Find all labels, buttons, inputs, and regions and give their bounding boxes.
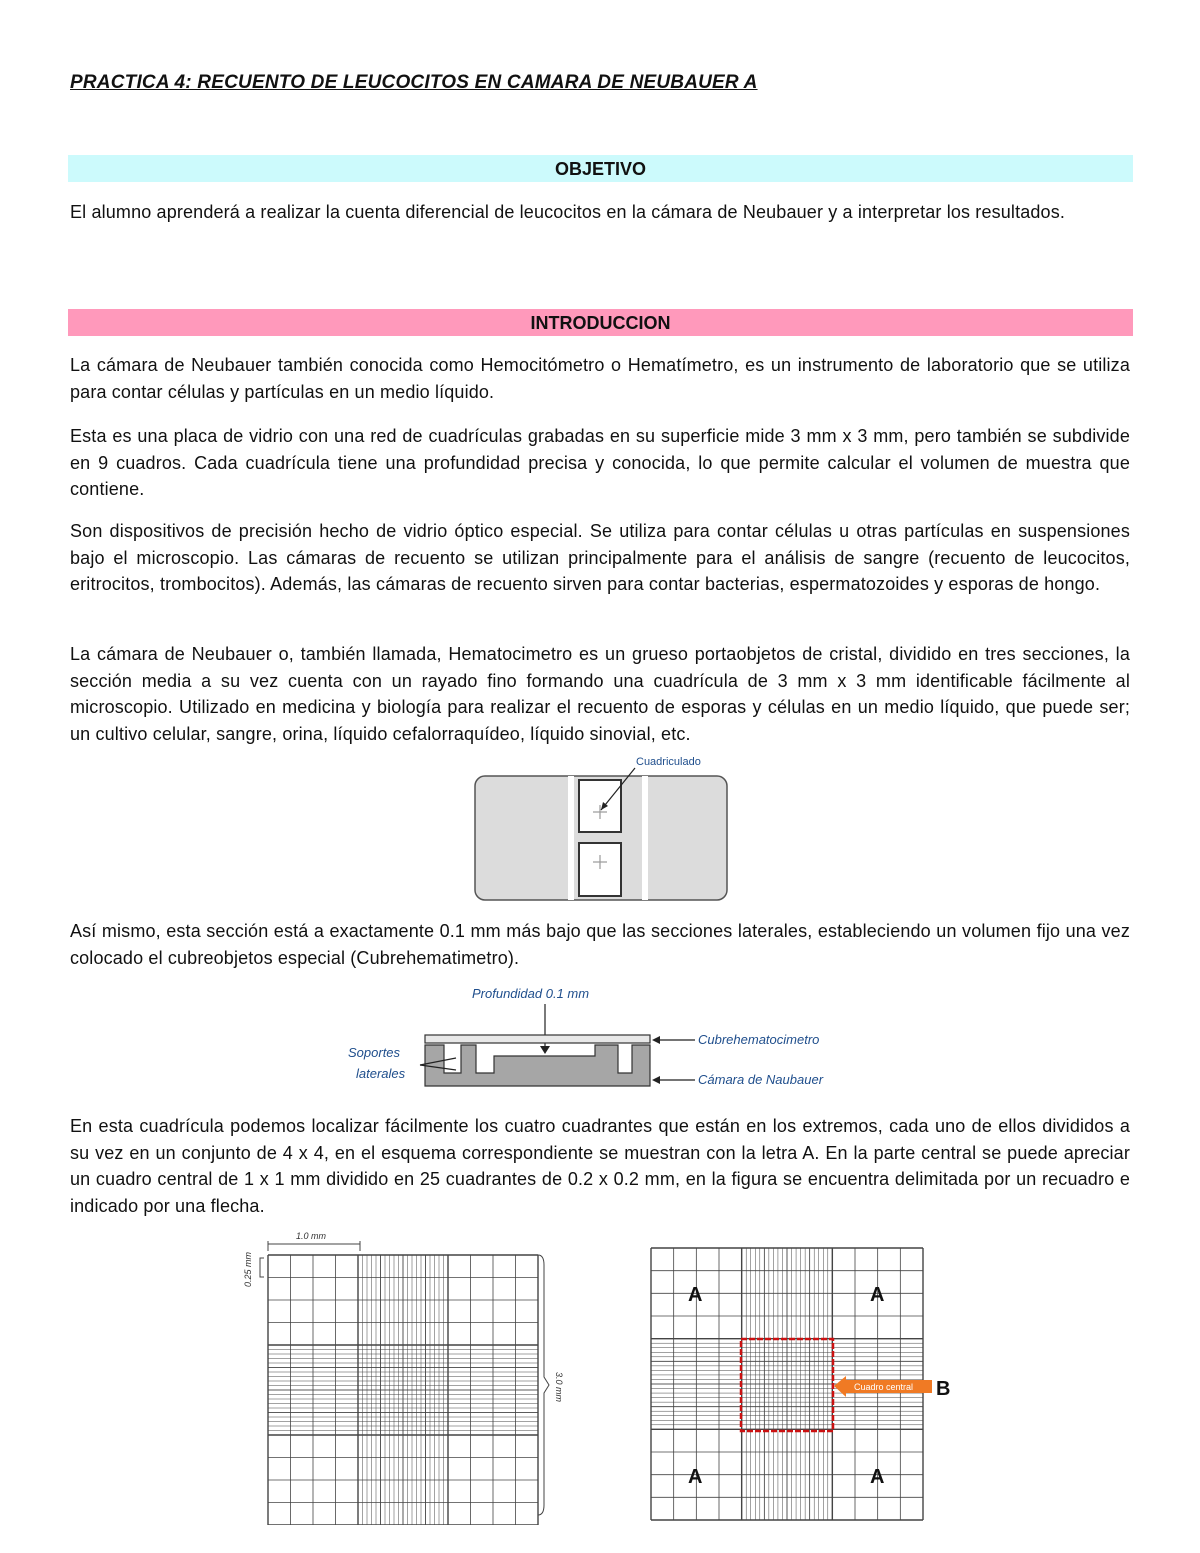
corner-label-bottom-right: A xyxy=(870,1466,885,1488)
objetivo-text: El alumno aprenderá a realizar la cuenta diferencial de leucocitos en la cámara de Neubauer y a interpretar los resultados. xyxy=(70,202,1066,222)
depth-label: Profundidad 0.1 mm xyxy=(472,986,590,1001)
intro-paragraph-4: La cámara de Neubauer o, también llamada, Hematocimetro es un grueso portaobjetos de cristal, dividido en tres secciones, la sección media a su vez cuenta con un rayado fino formando una cuadrícula de 3 mm x 3 mm identificable fácilmente al microscopio. Utilizado en medicina y biología para realizar el recuento de esporas y células en un medio líquido, que puede ser; un cultivo celular, sangre, orina, líquido cefalorraquídeo, líquido sinovial, etc. xyxy=(70,644,1130,744)
objetivo-heading: OBJETIVO xyxy=(68,155,1133,182)
neubauer-grid-figure xyxy=(238,1225,568,1525)
supports-label-1: Soportes xyxy=(348,1045,401,1060)
intro-paragraph-1: La cámara de Neubauer también conocida como Hemocitómetro o Hematímetro, es un instrumento de laboratorio que se utiliza para contar células y partículas en un medio líquido. xyxy=(70,355,1130,402)
cover-label: Cubrehematocimetro xyxy=(698,1032,820,1047)
page-title: PRACTICA 4: RECUENTO DE LEUCOCITOS EN CAMARA DE NEUBAUER A xyxy=(70,72,758,93)
central-square-letter: B xyxy=(936,1378,951,1400)
intro-paragraph-2: Esta es una placa de vidrio con una red de cuadrículas grabadas en su superficie mide 3 mm x 3 mm, pero también se subdivide en 9 cuadros. Cada cuadrícula tiene una profundidad precisa y conocida, lo que permite calcular el volumen de muestra que contiene. xyxy=(70,426,1130,499)
central-square-label: Cuadro central xyxy=(854,1382,914,1392)
grid-top-label: 1.0 mm xyxy=(296,1231,327,1241)
neubauer-slide-figure xyxy=(470,752,732,904)
intro-paragraph-3: Son dispositivos de precisión hecho de vidrio óptico especial. Se utiliza para contar células u otras partículas en suspensiones bajo el microscopio. Las cámaras de recuento se utilizan principalmente para el análisis de sangre (recuento de leucocitos, eritrocitos, trombocitos). Además, las cámaras de recuento sirven para contar bacterias, espermatozoides y esporas de hongo. xyxy=(70,521,1130,594)
grid-lines xyxy=(268,1255,538,1525)
cuadriculado-label: Cuadriculado xyxy=(636,756,701,768)
corner-label-bottom-left: A xyxy=(688,1466,703,1488)
cross-section-figure xyxy=(340,982,880,1094)
chamber-label: Cámara de Naubauer xyxy=(698,1072,824,1087)
supports-label-2: laterales xyxy=(356,1066,406,1081)
introduccion-heading: INTRODUCCION xyxy=(68,309,1133,336)
intro-paragraph-6: En esta cuadrícula podemos localizar fácilmente los cuatro cuadrantes que están en los extremos, cada uno de ellos divididos a su vez en un conjunto de 4 x 4, en el esquema correspondiente se muestran con la letra A. En la parte central se puede apreciar un cuadro central de 1 x 1 mm dividido en 25 cuadrantes de 0.2 x 0.2 mm, en la figura se encuentra delimitada por un recuadro e indicado por una flecha. xyxy=(70,1116,1130,1216)
corner-label-top-right: A xyxy=(870,1284,885,1306)
intro-paragraph-5: Así mismo, esta sección está a exactamente 0.1 mm más bajo que las secciones laterales, estableciendo un volumen fijo una vez colocado el cubreobjetos especial (Cubrehematimetro). xyxy=(70,921,1130,968)
corner-label-top-left: A xyxy=(688,1284,703,1306)
grid-left-label: 0.25 mm xyxy=(243,1251,253,1287)
grid-right-label: 3.0 mm xyxy=(554,1372,564,1403)
neubauer-grid-labeled-figure xyxy=(648,1245,968,1527)
